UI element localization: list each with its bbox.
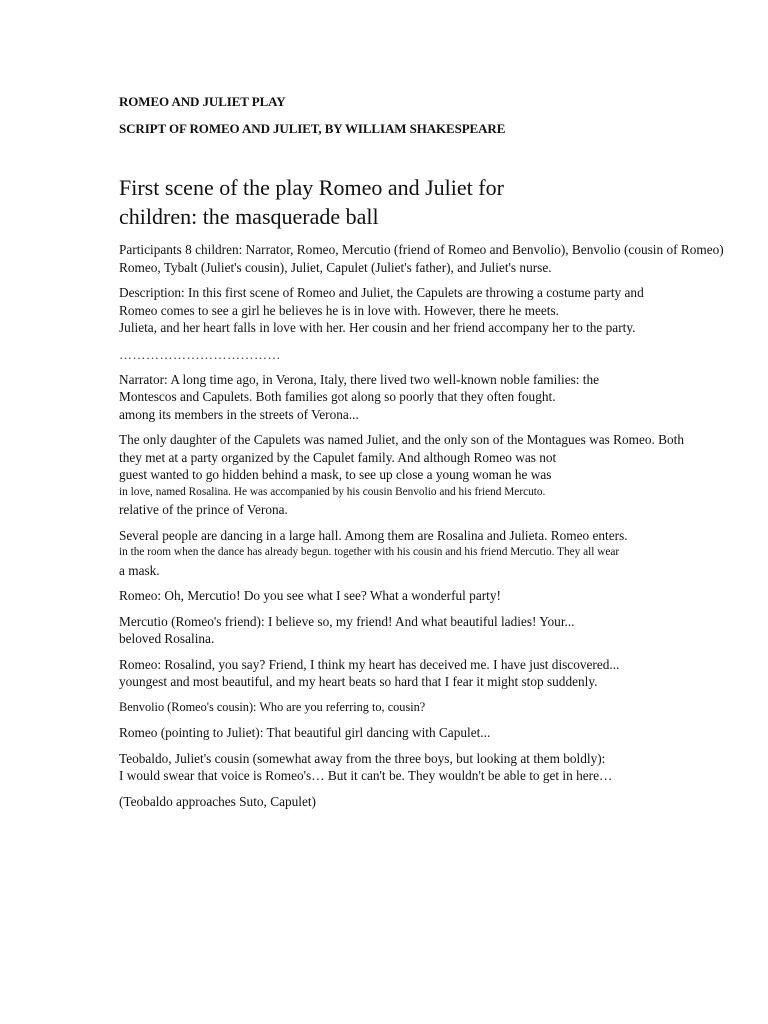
text-line: Julieta, and her heart falls in love with her. Her cousin and her friend accompany her to the party.: [119, 320, 636, 335]
dancing-paragraph: [119, 527, 764, 580]
text-line: among its members in the streets of Verona...: [119, 406, 359, 422]
scene-title: [119, 173, 539, 231]
text-line: beloved Rosalina.: [119, 631, 215, 646]
stage-direction: [119, 793, 764, 811]
mercutio-line-1: [119, 613, 764, 648]
text-line: Montescos and Capulets. Both families got along so poorly that they often fought.: [119, 389, 556, 404]
text-line: guest wanted to go hidden behind a mask, to see up close a young woman he was: [119, 467, 552, 482]
text-line: Several people are dancing in a large hall. Among them are Rosalina and Julieta. Romeo enters.: [119, 527, 628, 543]
text-line: Mercutio (Romeo's friend): I believe so, my friend! And what beautiful ladies! Your...: [119, 613, 575, 629]
text-line: Benvolio (Romeo's cousin): Who are you referring to, cousin?: [119, 699, 426, 714]
text-line: The only daughter of the Capulets was named Juliet, and the only son of the Montagues was Romeo. Both: [119, 432, 685, 447]
benvolio-line-1: [119, 699, 764, 717]
scene-title-line: children: the masquerade ball: [119, 204, 379, 229]
text-line: Description: In this first scene of Romeo and Juliet, the Capulets are throwing a costume party and: [119, 285, 644, 300]
text-line: (Teobaldo approaches Suto, Capulet): [119, 793, 316, 809]
text-line: relative of the prince of Verona.: [119, 502, 288, 517]
text-line: Participants 8 children: Narrator, Romeo, Mercutio (friend of Romeo and Benvolio), Benvolio (cousin of Romeo): [119, 242, 724, 257]
romeo-line-1: [119, 587, 764, 605]
text-line: Romeo: Oh, Mercutio! Do you see what I see? What a wonderful party!: [119, 588, 501, 603]
description-paragraph: [119, 284, 764, 337]
document-page: [119, 92, 764, 810]
daughter-paragraph: [119, 431, 764, 519]
text-line: in the room when the dance has already begun. together with his cousin and his friend Mercutio. They all wear: [119, 546, 620, 558]
section-separator: ………………………………: [119, 346, 281, 362]
text-line: Romeo comes to see a girl he believes he is in love with. However, there he meets.: [119, 302, 559, 318]
text-line: Romeo (pointing to Juliet): That beautiful girl dancing with Capulet...: [119, 725, 491, 740]
text-line: youngest and most beautiful, and my heart beats so hard that I fear it might stop suddenly.: [119, 674, 598, 689]
text-line: in love, named Rosalina. He was accompanied by his cousin Benvolio and his friend Mercuto.: [119, 485, 546, 498]
teobaldo-line-1: [119, 750, 764, 785]
text-line: Romeo: Rosalind, you say? Friend, I think my heart has deceived me. I have just discovered...: [119, 656, 620, 672]
text-line: Narrator: A long time ago, in Verona, Italy, there lived two well-known noble families: the: [119, 371, 600, 387]
romeo-line-2: [119, 656, 764, 691]
text-line: I would swear that voice is Romeo's… But it can't be. They wouldn't be able to get in here…: [119, 768, 613, 783]
text-line: Teobaldo, Juliet's cousin (somewhat away from the three boys, but looking at them boldly):: [119, 750, 606, 766]
romeo-line-3: [119, 724, 764, 742]
text-line: a mask.: [119, 562, 160, 578]
document-subheader: SCRIPT OF ROMEO AND JULIET, BY WILLIAM SHAKESPEARE: [119, 121, 506, 136]
narrator-paragraph: [119, 371, 764, 424]
scene-title-line: First scene of the play Romeo and Juliet for: [119, 175, 504, 200]
text-line: they met at a party organized by the Capulet family. And although Romeo was not: [119, 449, 557, 465]
participants-paragraph: [119, 241, 764, 276]
text-line: Romeo, Tybalt (Juliet's cousin), Juliet, Capulet (Juliet's father), and Juliet's nurse.: [119, 259, 552, 275]
document-header: ROMEO AND JULIET PLAY: [119, 94, 286, 109]
